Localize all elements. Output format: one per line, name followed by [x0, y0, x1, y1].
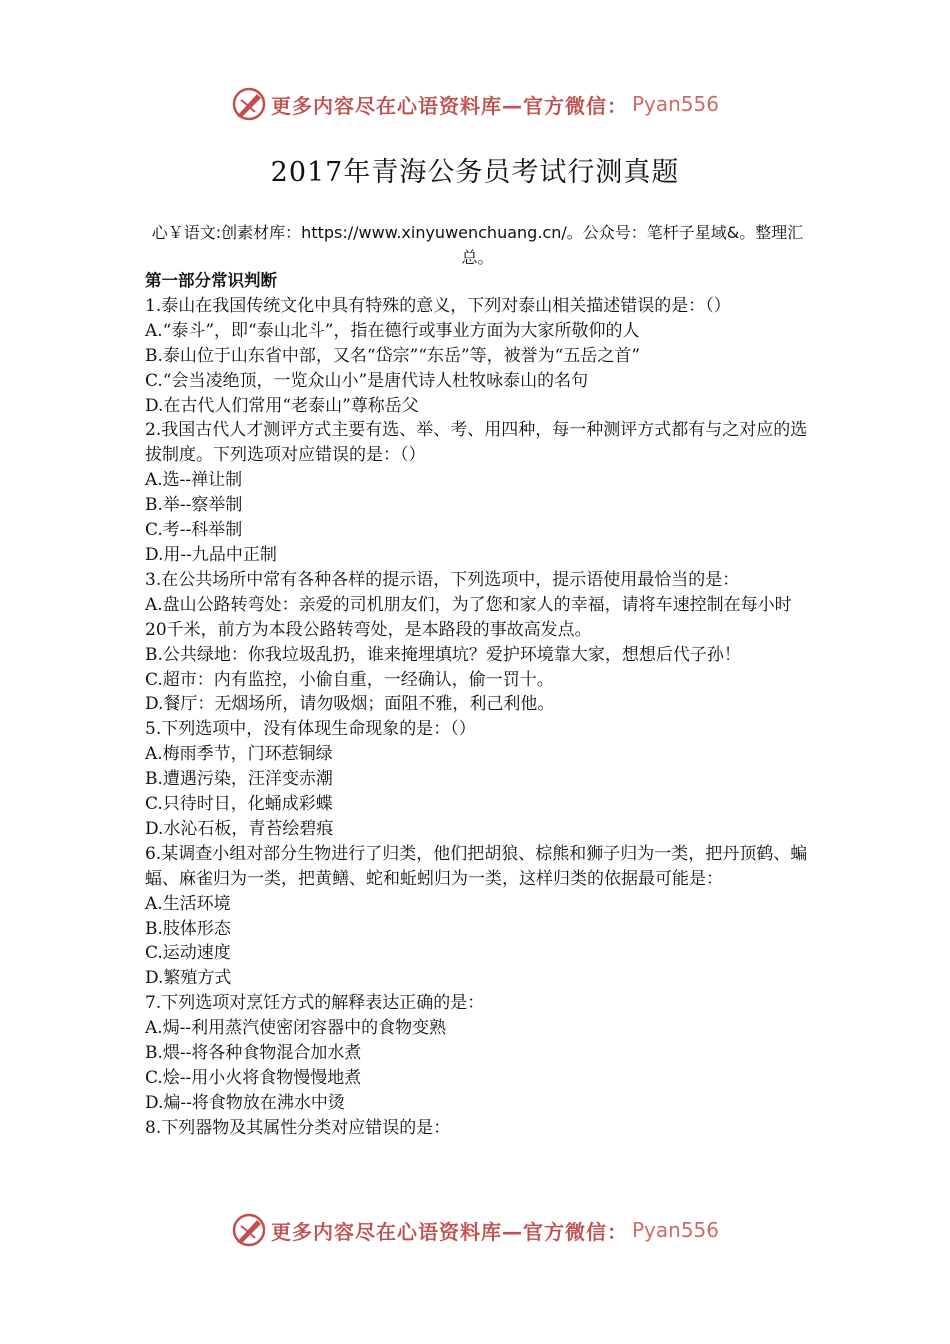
question-text: 3.在公共场所中常有各种各样的提示语，下列选项中，提示语使用最恰当的是： [145, 569, 740, 590]
banner-wechat-id: Pyan556 [631, 92, 719, 116]
answer-option: A.选--禅让制 [145, 470, 243, 491]
answer-option: B.公共绿地：你我垃圾乱扔，谁来掩埋填坑？爱护环境靠大家，想想后代子孙！ [145, 644, 741, 665]
document-body [145, 269, 813, 1141]
answer-option: D.用--九品中正制 [145, 544, 277, 565]
answer-option: D.繁殖方式 [145, 968, 232, 989]
answer-option: D.餐厅：无烟场所，请勿吸烟；面阻不雅，利己利他。 [145, 694, 555, 715]
answer-option: B.泰山位于山东省中部，又名“岱宗”“东岳”等，被誉为“五岳之首” [145, 345, 641, 366]
question-text: 5.下列选项中，没有体现生命现象的是：（） [145, 719, 476, 740]
source-line: 心￥语文:创素材库：https://www.xinyuwenchuang.cn/。公众号：笔杆子星域&。整理汇总。 [151, 223, 804, 267]
answer-option: C.考--科举制 [145, 520, 243, 541]
banner-text: 更多内容尽在心语资料库—官方微信： [270, 93, 628, 118]
answer-option: A.“泰斗”，即“泰山北斗”，指在德行或事业方面为大家所敬仰的人 [145, 320, 640, 341]
answer-option: A.盘山公路转弯处：亲爱的司机朋友们，为了您和家人的幸福，请将车速控制在每小时20千米，前方为本段公路转弯处，是本路段的事故高发点。 [145, 594, 792, 640]
pen-logo-icon [231, 1212, 267, 1248]
answer-option: A.生活环境 [145, 893, 231, 914]
answer-option: B.肢体形态 [145, 918, 231, 939]
question-text: 2.我国古代人才测评方式主要有选、举、考、用四种，每一种测评方式都有与之对应的选拔制度。下列选项对应错误的是：（） [145, 420, 808, 466]
pen-logo-icon [231, 86, 267, 122]
question-text: 8.下列器物及其属性分类对应错误的是： [145, 1117, 451, 1138]
answer-option: D.水沁石板，青苔绘碧痕 [145, 818, 334, 839]
answer-option: C.运动速度 [145, 943, 231, 964]
footer-banner [0, 1210, 950, 1250]
answer-option: B.举--察举制 [145, 495, 243, 516]
banner-wechat-id: Pyan556 [631, 1218, 719, 1242]
document-title: 2017年青海公务员考试行测真题 [270, 157, 680, 188]
answer-option: A.梅雨季节，门环惹铜绿 [145, 744, 333, 765]
answer-option: C.“会当凌绝顶，一览众山小”是唐代诗人杜牧咏泰山的名句 [145, 370, 589, 391]
answer-option: A.焗--利用蒸汽使密闭容器中的食物变熟 [145, 1018, 447, 1039]
question-text: 1.泰山在我国传统文化中具有特殊的意义，下列对泰山相关描述错误的是：（） [145, 295, 731, 316]
header-banner [0, 84, 950, 124]
answer-option: C.烩--用小火将食物慢慢地煮 [145, 1068, 362, 1088]
question-list [145, 294, 813, 1141]
answer-option: D.在古代人们常用“老泰山”尊称岳父 [145, 395, 419, 416]
question-text: 6.某调查小组对部分生物进行了归类，他们把胡狼、棕熊和狮子归为一类，把丹顶鹤、蝙蝠、麻雀归为一类，把黄鳝、蛇和蚯蚓归为一类，这样归类的依据最可能是： [145, 843, 808, 889]
answer-option: C.超市：内有监控，小偷自重，一经确认，偷一罚十。 [145, 669, 554, 690]
answer-option: B.煨--将各种食物混合加水煮 [145, 1043, 362, 1064]
answer-option: C.只待时日，化蛹成彩蝶 [145, 794, 333, 815]
question-text: 7.下列选项对烹饪方式的解释表达正确的是： [145, 993, 485, 1014]
section-heading: 第一部分常识判断 [145, 271, 277, 290]
answer-option: D.煸--将食物放在沸水中烫 [145, 1092, 345, 1113]
banner-text: 更多内容尽在心语资料库—官方微信： [270, 1219, 628, 1244]
answer-option: B.遭遇污染，汪洋变赤潮 [145, 769, 333, 790]
